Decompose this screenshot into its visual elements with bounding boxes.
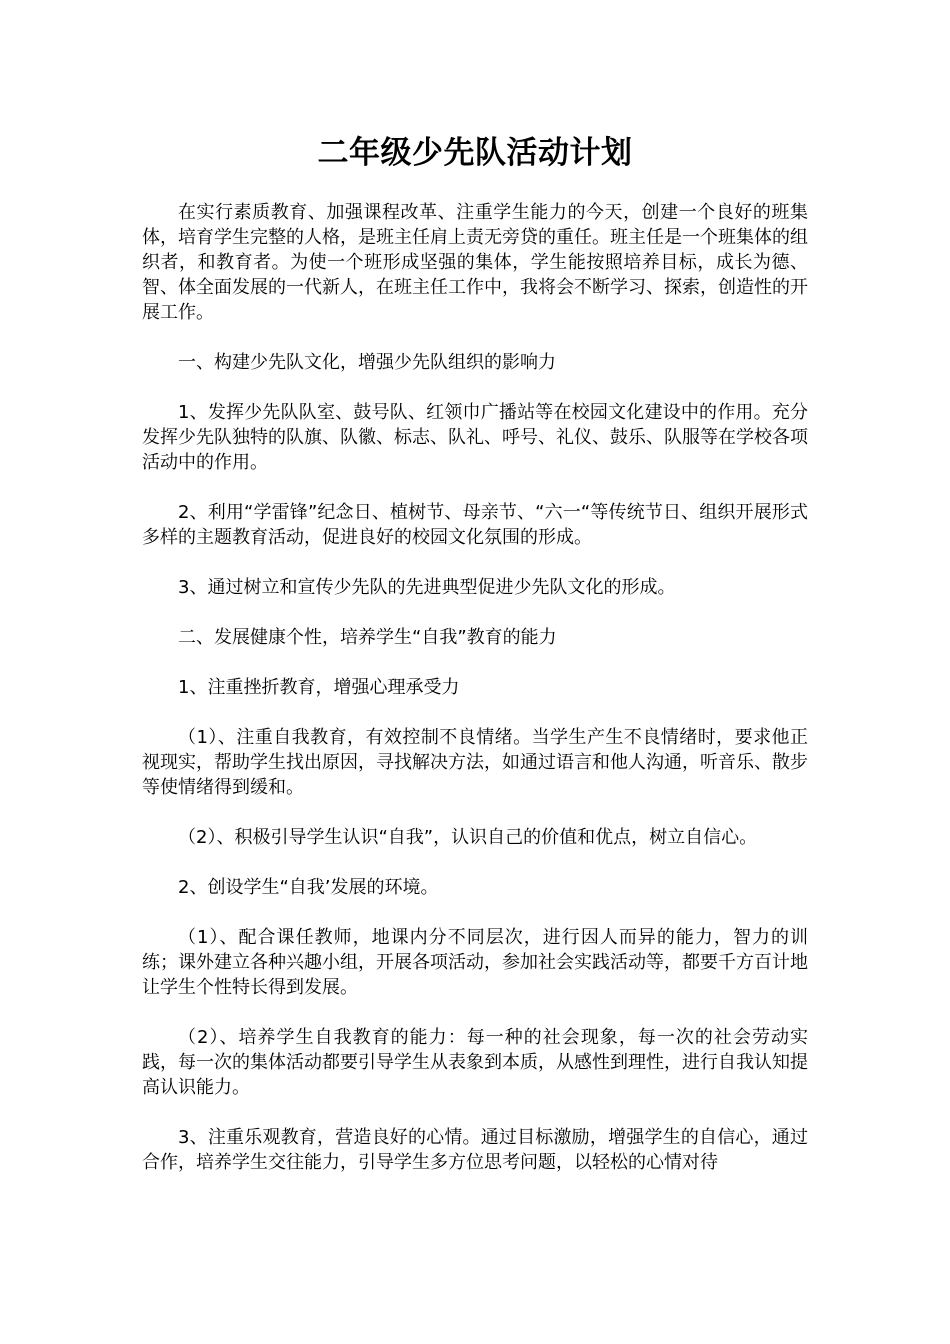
section-heading-1: 一、构建少先队文化，增强少先队组织的影响力 <box>178 352 556 373</box>
paragraph: （1）、配合课任教师，地课内分不同层次，进行因人而异的能力，智力的训练；课外建立各种兴趣小组，开展各项活动，参加社会实践活动等，都要千方百计地让学生个性特长得到发展。 <box>142 927 808 998</box>
section-heading-2: 二、发展健康个性，培养学生“自我”教育的能力 <box>178 627 557 648</box>
document-page <box>142 0 808 1344</box>
paragraph: （2）、培养学生自我教育的能力：每一种的社会现象，每一次的社会劳动实践，每一次的集体活动都要引导学生从表象到本质，从感性到理性，进行自我认知提高认识能力。 <box>142 1027 808 1098</box>
paragraph: 3、注重乐观教育，营造良好的心情。通过目标激励，增强学生的自信心，通过合作，培养学生交往能力，引导学生多方位思考问题，以轻松的心情对待 <box>142 1127 808 1173</box>
document-body <box>142 200 808 1200</box>
paragraph: 3、通过树立和宣传少先队的先进典型促进少先队文化的形成。 <box>178 577 676 598</box>
document-title: 二年级少先队活动计划 <box>317 135 633 171</box>
paragraph: 1、发挥少先队队室、鼓号队、红领巾广播站等在校园文化建设中的作用。充分发挥少先队独特的队旗、队徽、标志、队礼、呼号、礼仪、鼓乐、队服等在学校各项活动中的作用。 <box>142 402 808 473</box>
paragraph: 2、利用“学雷锋”纪念日、植树节、母亲节、“六一“等传统节日、组织开展形式多样的主题教育活动，促进良好的校园文化氛围的形成。 <box>142 502 808 548</box>
paragraph-intro: 在实行素质教育、加强课程改革、注重学生能力的今天，创建一个良好的班集体，培育学生完整的人格，是班主任肩上责无旁贷的重任。班主任是一个班集体的组织者，和教育者。为使一个班形成坚强的集体，学生能按照培养目标，成长为德、智、体全面发展的一代新人，在班主任工作中，我将会不断学习、探索，创造性的开展工作。 <box>142 202 808 323</box>
paragraph: （1）、注重自我教育，有效控制不良情绪。当学生产生不良情绪时，要求他正视现实，帮助学生找出原因，寻找解决方法，如通过语言和他人沟通，听音乐、散步等使情绪得到缓和。 <box>142 727 808 798</box>
subheading: 2、创设学生“自我’发展的环境。 <box>178 877 439 898</box>
paragraph: （2）、积极引导学生认识“自我”，认识自己的价值和优点，树立自信心。 <box>178 827 758 848</box>
subheading: 1、注重挫折教育，增强心理承受力 <box>178 677 460 698</box>
